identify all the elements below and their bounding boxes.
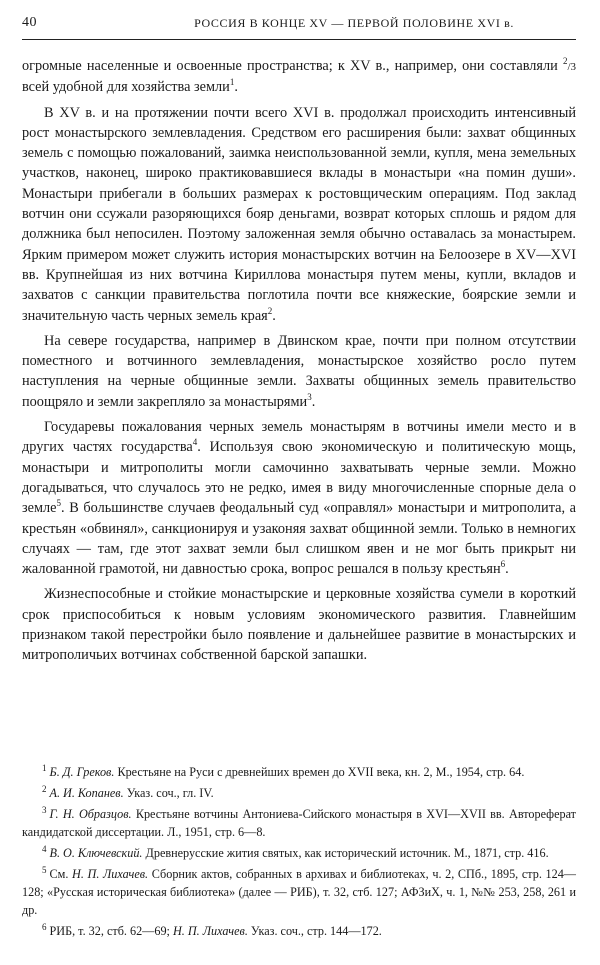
- fraction-numerator: 2: [562, 56, 568, 67]
- footnote-5: $^5$ См. Н. П. Лихачев. Сборник актов, собранных в архивах и библиотеках, ч. 2, СПб., 1895, стр. 124—128; «Русская историческая библиотека» (далее — РИБ), т. 32, стб. 127; АФЗиХ, ч. 1, №№ 253, 258, 261 и др.: [22, 864, 576, 917]
- fraction-slash: /: [567, 61, 571, 73]
- footnote-ref-4[interactable]: 4: [192, 437, 198, 448]
- running-title: РОССИЯ В КОНЦЕ XV — ПЕРВОЙ ПОЛОВИНЕ XVI в.: [194, 16, 514, 30]
- footnote-6: $^6$ РИБ, т. 32, стб. 62—69; Н. П. Лихачев. Указ. соч., стр. 144—172.: [42, 921, 382, 938]
- paragraph-2: В XV в. и на протяжении почти всего XVI в. продолжал происходить интенсивный рост монастырского землевладения. Средством его расширения были: захват общинных земель с помощью пожалований, заимка неиспользованной земли, купля, мена земельных участков, наконец, широко практиковавшиеся вклады в монастыри «на помин души». Монастыри прибегали в больших размерах к ростовщическим операциям. Под заклад вотчин они ссужали разоряющихся бояр деньгами, возврат которых сплошь и рядом для должника был непосилен. Поэтому заложенная земля обычно оставалась за монастырем. Ярким примером может служить история монастырских вотчин на Белоозере в XV—XVI вв. Крупнейшая из них вотчина Кириллова монастыря путем мены, купли, вкладов и захватов с санкции правительства поглотила почти все княжеские, боярские земли и значительную часть черных земель края$^2$.: [22, 104, 576, 324]
- footnote-ref-2[interactable]: 2: [267, 305, 273, 316]
- page-number: 40: [22, 15, 37, 30]
- page-header: [22, 15, 576, 40]
- footnotes: [22, 763, 576, 940]
- fraction-denominator: 3: [570, 61, 576, 73]
- paragraph-3: На севере государства, например в Двинском крае, почти при полном отсутствии поместного и вотчинного землевладения, монастырское хозяйство росло путем наступления на черные общинные земли. Захваты общинных земель правительство поощряло и земли закрепляло за монастырями$^3$.: [22, 332, 576, 410]
- paragraph-5: Жизнеспособные и стойкие монастырские и церковные хозяйства сумели в короткий срок приспособиться к новым условиям экономического развития. Главнейшим признаком такой перестройки было появление и дальнейшее развитие в монастырских и митрополичьих вотчинах собственной барской запашки.: [22, 586, 576, 664]
- main-text: [22, 56, 576, 666]
- footnote-3: $^3$ Г. Н. Образцов. Крестьяне вотчины Антониева-Сийского монастыря в XVI—XVII вв. Автореферат кандидатской диссертации. Л., 1951, стр. 6—8.: [22, 804, 576, 839]
- footnote-2: $^2$ А. И. Копанев. Указ. соч., гл. IV.: [42, 783, 214, 800]
- paragraph-1: огромные населенные и освоенные пространства; к XV в., например, они составляли $^2$/3 всей удобной для хозяйства земли$^1$.: [22, 56, 576, 96]
- footnote-ref-6[interactable]: 6: [500, 559, 506, 570]
- footnote-1: $^1$ Б. Д. Греков. Крестьяне на Руси с древнейших времен до XVII века, кн. 2, М., 1954, стр. 64.: [42, 762, 525, 779]
- footnote-ref-3[interactable]: 3: [307, 391, 312, 402]
- footnote-4: $^4$ В. О. Ключевский. Древнерусские жития святых, как исторический источник. М., 1871, стр. 416.: [42, 843, 549, 860]
- footnote-ref-5[interactable]: 5: [56, 498, 62, 509]
- footnote-ref-1[interactable]: 1: [229, 77, 235, 88]
- paragraph-4: Государевы пожалования черных земель монастырям в вотчины имели место и в других частях государства$^4$. Используя свою экономическую и политическую мощь, монастыри и митрополиты могли самочинно захватывать черные земли. Можно догадываться, что случалось это не редко, имея в виду многочисленные спорные дела о земле$^5$. В большинстве случаев феодальный суд «оправлял» монастыри и митрополита, а крестьян «обвинял», санкционируя и узаконяя захват общинной земли. Только в немногих случаях — там, где этот захват земли был слишком явен и не мог быть прикрыт ни жалованной грамотой, ни давностью срока, вопрос решался в пользу крестьян$^6$.: [22, 419, 576, 578]
